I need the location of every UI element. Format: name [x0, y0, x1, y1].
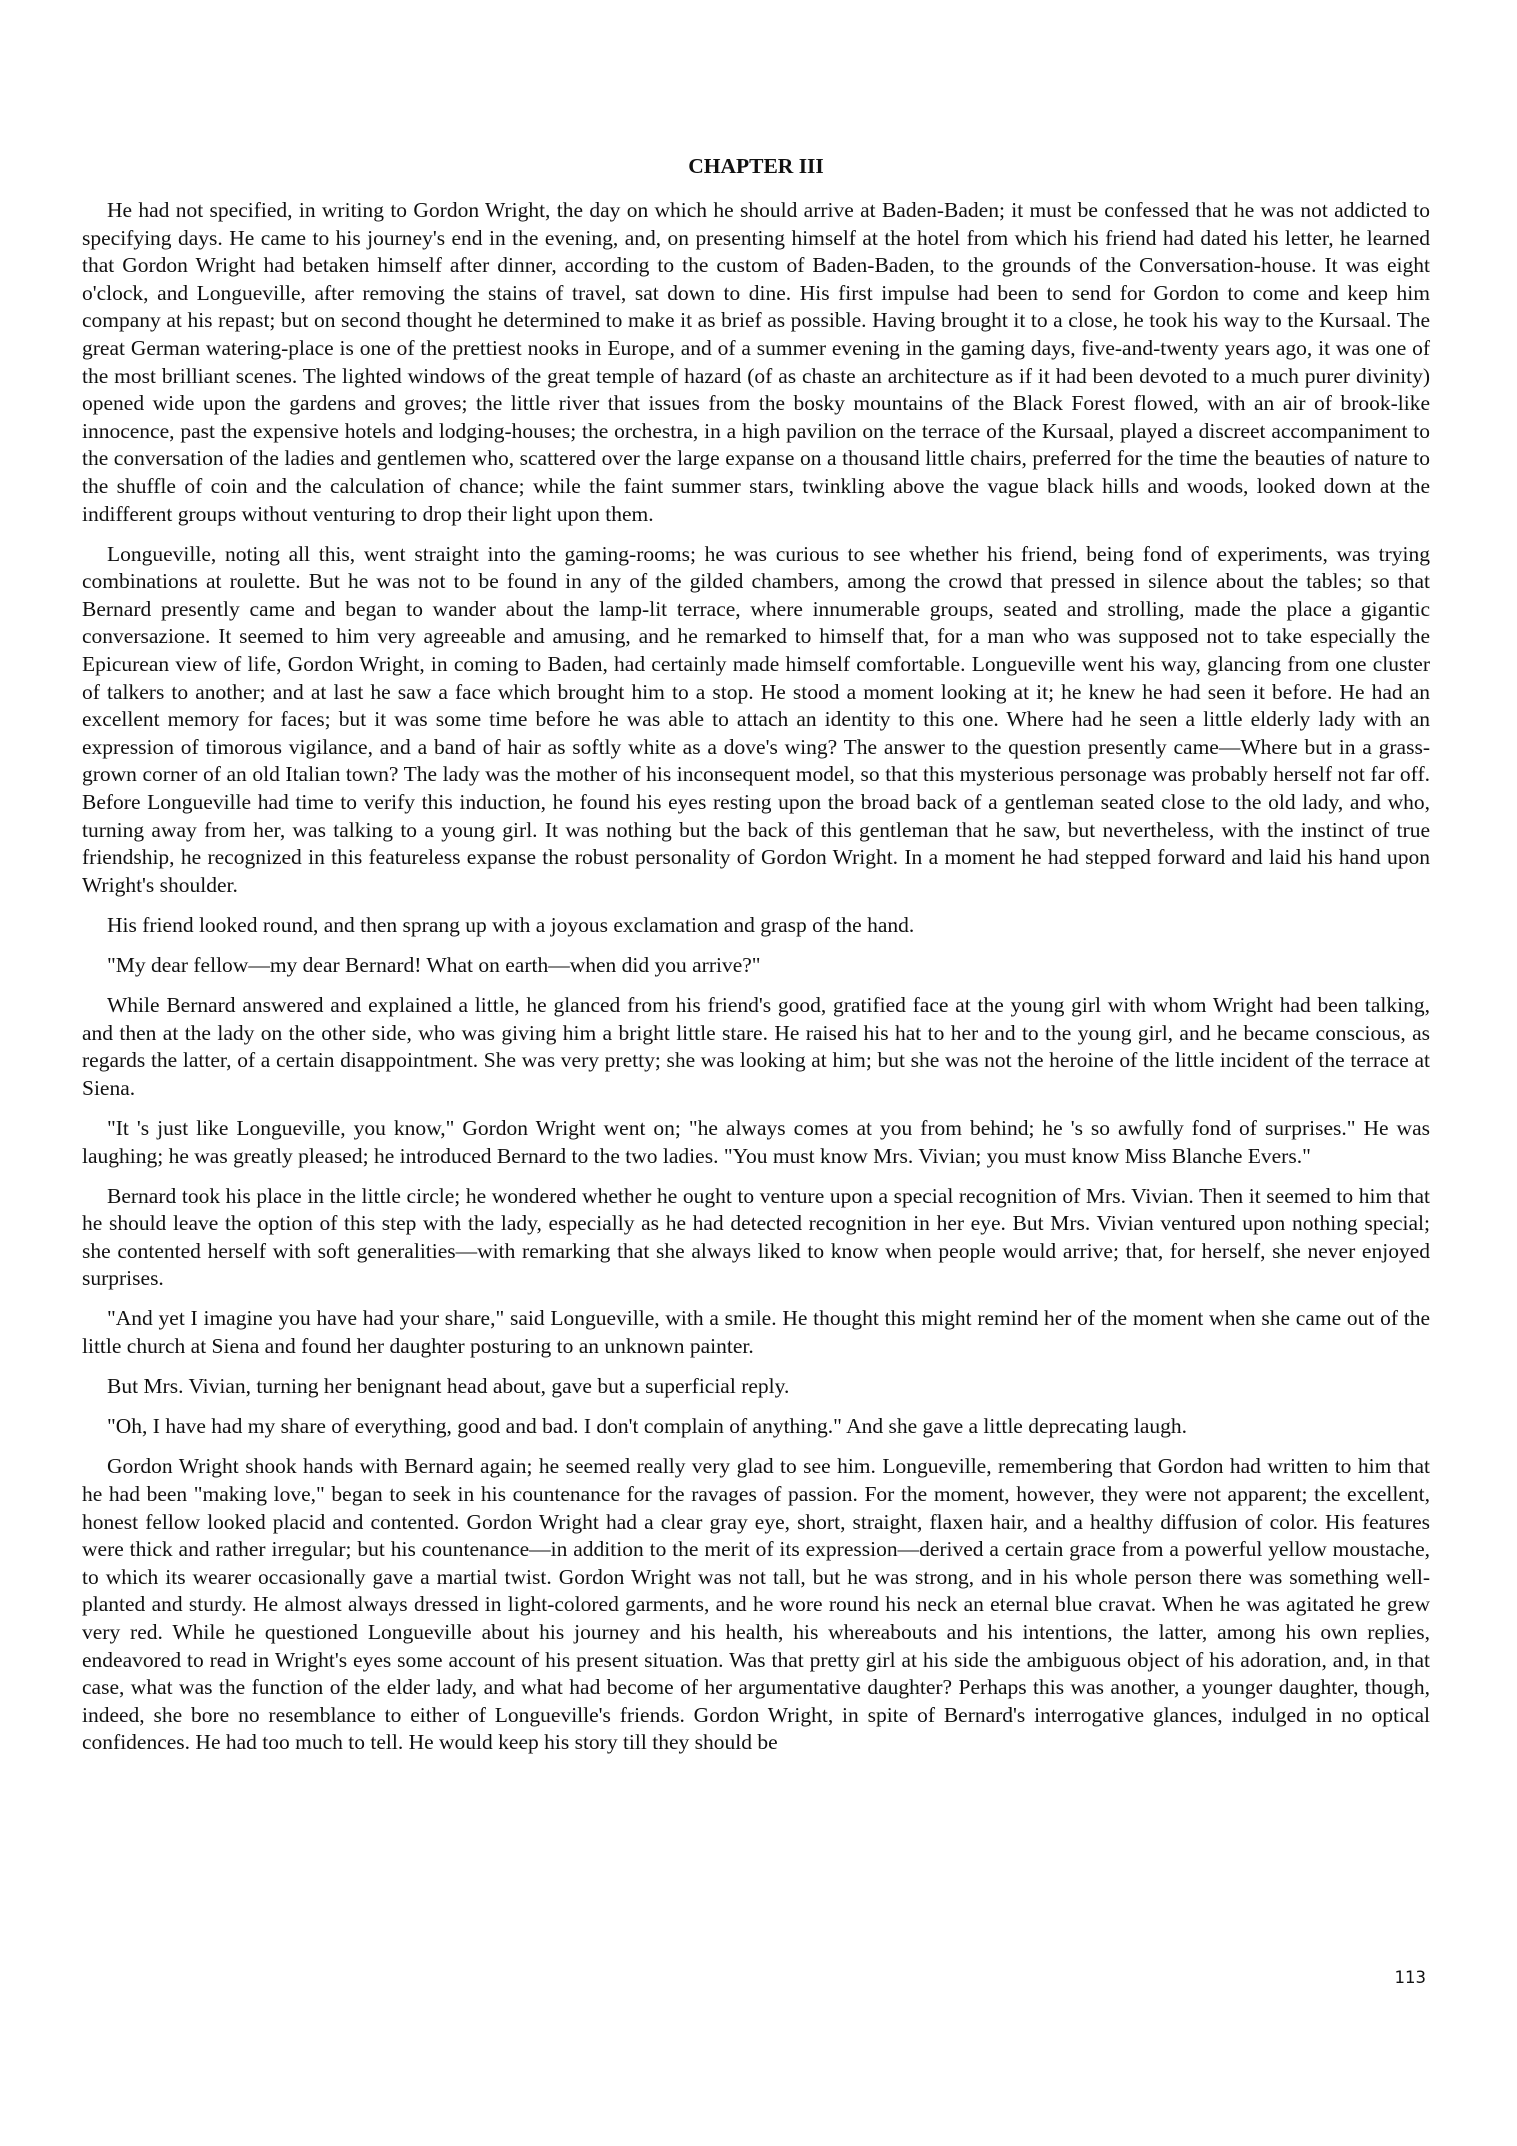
page-number: 113: [1394, 1968, 1426, 1987]
chapter-title: CHAPTER III: [688, 154, 824, 178]
paragraph: While Bernard answered and explained a little, he glanced from his friend's good, gratified face at the young girl with whom Wright had been talking, and then at the lady on the other side, who was giving him a bright little stare. He raised his hat to her and to the young girl, and he became conscious, as regards the latter, of a certain disappointment. She was very pretty; she was looking at him; but she was not the heroine of the little incident of the terrace at Siena.: [82, 993, 1430, 1100]
paragraph: "Oh, I have had my share of everything, good and bad. I don't complain of anything." And she gave a little deprecating laugh.: [107, 1414, 1188, 1439]
paragraph: "It 's just like Longueville, you know," Gordon Wright went on; "he always comes at you from behind; he 's so awfully fond of surprises." He was laughing; he was greatly pleased; he introduced Bernard to the two ladies. "You must know Mrs. Vivian; you must know Miss Blanche Evers.": [82, 1115, 1430, 1168]
paragraph: "And yet I imagine you have had your share," said Longueville, with a smile. He thought this might remind her of the moment when she came out of the little church at Siena and found her daughter posturing to an unknown painter.: [82, 1306, 1430, 1359]
paragraph: His friend looked round, and then sprang up with a joyous exclamation and grasp of the hand.: [107, 912, 915, 937]
paragraph: He had not specified, in writing to Gordon Wright, the day on which he should arrive at Baden-Baden; it must be confessed that he was not addicted to specifying days. He came to his journey's end in the evening, and, on presenting himself at the hotel from which his friend had dated his letter, he learned that Gordon Wright had betaken himself after dinner, according to the custom of Baden-Baden, to the grounds of the Conversation-house. It was eight o'clock, and Longueville, after removing the stains of travel, sat down to dine. His first impulse had been to send for Gordon to come and keep him company at his repast; but on second thought he determined to make it as brief as possible. Having brought it to a close, he took his way to the Kursaal. The great German watering-place is one of the prettiest nooks in Europe, and of a summer evening in the gaming days, five-and-twenty years ago, it was one of the most brilliant scenes. The lighted windows of the great temple of hazard (of as chaste an architecture as if it had been devoted to a much purer divinity) opened wide upon the gardens and groves; the little river that issues from the bosky mountains of the Black Forest flowed, with an air of brook-like innocence, past the expensive hotels and lodging-houses; the orchestra, in a high pavilion on the terrace of the Kursaal, played a discreet accompaniment to the conversation of the ladies and gentlemen who, scattered over the large expanse on a thousand little chairs, preferred for the time the beauties of nature to the shuffle of coin and the calculation of chance; while the faint summer stars, twinkling above the vague black hills and woods, looked down at the indifferent groups without venturing to drop their light upon them.: [82, 198, 1430, 526]
paragraph: But Mrs. Vivian, turning her benignant head about, gave but a superficial reply.: [107, 1374, 790, 1399]
chapter-body: [82, 197, 1430, 1769]
paragraph: "My dear fellow—my dear Bernard! What on earth—when did you arrive?": [107, 952, 761, 977]
paragraph: Gordon Wright shook hands with Bernard again; he seemed really very glad to see him. Longueville, remembering that Gordon had written to him that he had been "making love," began to seek in his countenance for the ravages of passion. For the moment, however, they were not apparent; the excellent, honest fellow looked placid and contented. Gordon Wright had a clear gray eye, short, straight, flaxen hair, and a healthy diffusion of color. His features were thick and rather irregular; but his countenance—in addition to the merit of its expression—derived a certain grace from a powerful yellow moustache, to which its wearer occasionally gave a martial twist. Gordon Wright was not tall, but he was strong, and in his whole person there was something well-planted and sturdy. He almost always dressed in light-colored garments, and he wore round his neck an eternal blue cravat. When he was agitated he grew very red. While he questioned Longueville about his journey and his health, his whereabouts and his intentions, the latter, among his own replies, endeavored to read in Wright's eyes some account of his present situation. Was that pretty girl at his side the ambiguous object of his adoration, and, in that case, what was the function of the elder lady, and what had become of her argumentative daughter? Perhaps this was another, a younger daughter, though, indeed, she bore no resemblance to either of Longueville's friends. Gordon Wright, in spite of Bernard's interrogative glances, indulged in no optical confidences. He had too much to tell. He would keep his story till they should be: [82, 1454, 1430, 1755]
paragraph: Bernard took his place in the little circle; he wondered whether he ought to venture upon a special recognition of Mrs. Vivian. Then it seemed to him that he should leave the option of this step with the lady, especially as he had detected recognition in her eye. But Mrs. Vivian ventured upon nothing special; she contented herself with soft generalities—with remarking that she always liked to know when people would arrive; that, for herself, she never enjoyed surprises.: [82, 1183, 1430, 1291]
paragraph: Longueville, noting all this, went straight into the gaming-rooms; he was curious to see whether his friend, being fond of experiments, was trying combinations at roulette. But he was not to be found in any of the gilded chambers, among the crowd that pressed in silence about the tables; so that Bernard presently came and began to wander about the lamp-lit terrace, where innumerable groups, seated and strolling, made the place a gigantic conversazione. It seemed to him very agreeable and amusing, and he remarked to himself that, for a man who was supposed not to take especially the Epicurean view of life, Gordon Wright, in coming to Baden, had certainly made himself comfortable. Longueville went his way, glancing from one cluster of talkers to another; and at last he saw a face which brought him to a stop. He stood a moment looking at it; he knew he had seen it before. He had an excellent memory for faces; but it was some time before he was able to attach an identity to this one. Where had he seen a little elderly lady with an expression of timorous vigilance, and a band of hair as softly white as a dove's wing? The answer to the question presently came—Where but in a grass-grown corner of an old Italian town? The lady was the mother of his inconsequent model, so that this mysterious personage was probably herself not far off. Before Longueville had time to verify this induction, he found his eyes resting upon the broad back of a gentleman seated close to the old lady, and who, turning away from her, was talking to a young girl. It was nothing but the back of this gentleman that he saw, but nevertheless, with the instinct of true friendship, he recognized in this featureless expanse the robust personality of Gordon Wright. In a moment he had stepped forward and laid his hand upon Wright's shoulder.: [82, 541, 1430, 897]
